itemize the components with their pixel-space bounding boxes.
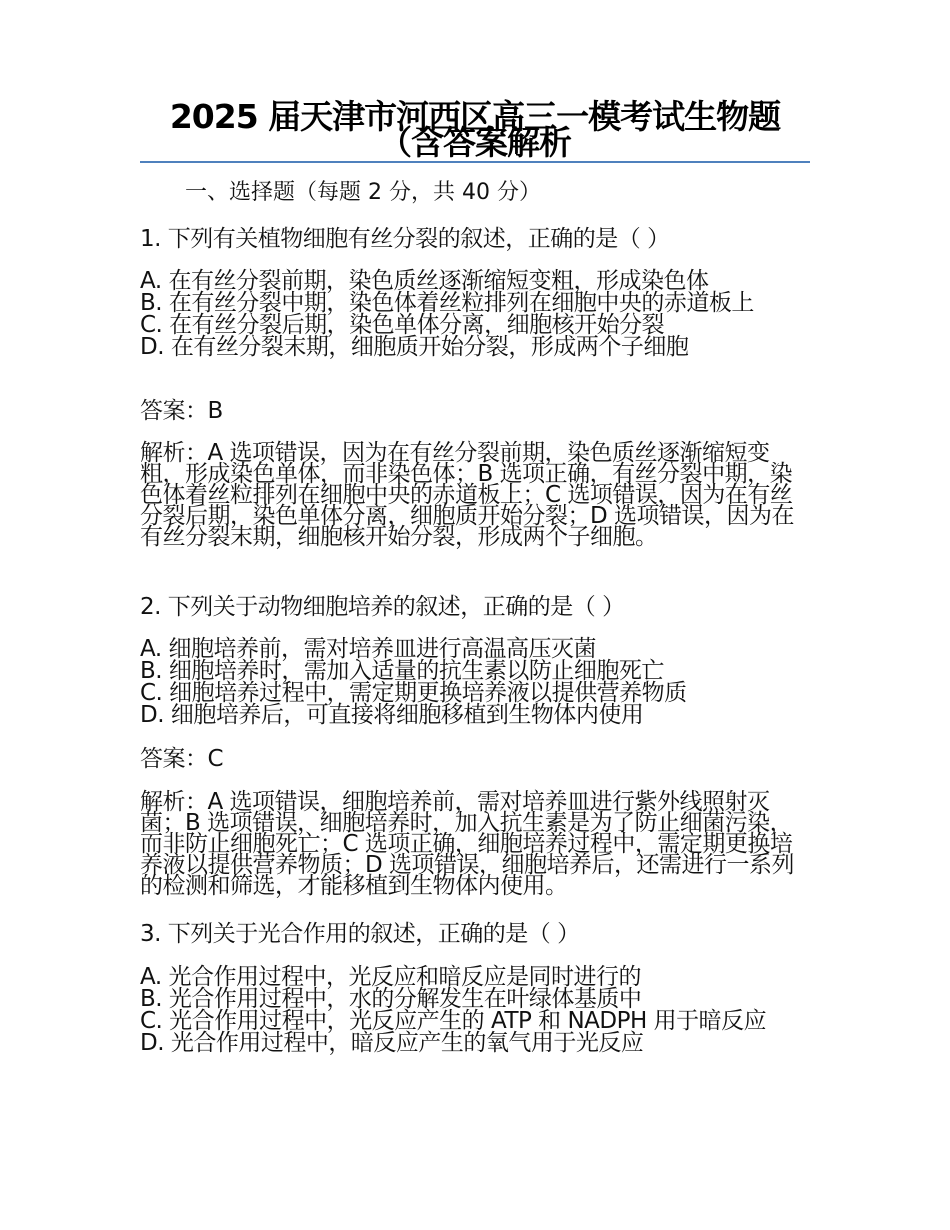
option-b: B. 在有丝分裂中期，染色体着丝粒排列在细胞中央的赤道板上 (140, 290, 754, 316)
section-heading: 一、选择题（每题 2 分，共 40 分） (185, 180, 541, 205)
option-d: D. 光合作用过程中，暗反应产生的氧气用于光反应 (140, 1030, 644, 1056)
question-3-stem (140, 919, 812, 949)
question-stem: 1. 下列有关植物细胞有丝分裂的叙述，正确的是（ ） (140, 226, 670, 252)
question-1-options (140, 270, 812, 358)
question-2-options (140, 638, 812, 726)
option-c: C. 光合作用过程中，光反应产生的 ATP 和 NADPH 用于暗反应 (140, 1008, 767, 1034)
question-1-explanation: 解析：A 选项错误，因为在有丝分裂前期，染色质丝逐渐缩短变粗，形成染色单体，而非染色体；B 选项正确，有丝分裂中期，染色体着丝粒排列在细胞中央的赤道板上；C 选项错误，因为在有丝分裂后期，染色单体分离，细胞质开始分裂；D 选项错误，因为在有丝分裂末期，细胞核开始分裂，形成两个子细胞。 (140, 440, 795, 550)
option-a: A. 光合作用过程中，光反应和暗反应是同时进行的 (140, 964, 641, 990)
question-stem: 2. 下列关于动物细胞培养的叙述，正确的是（ ） (140, 594, 625, 620)
option-b: B. 光合作用过程中，水的分解发生在叶绿体基质中 (140, 986, 642, 1012)
question-stem: 3. 下列关于光合作用的叙述，正确的是（ ） (140, 921, 580, 947)
question-2-explanation: 解析：A 选项错误，细胞培养前，需对培养皿进行紫外线照射灭菌；B 选项错误，细胞培养时，加入抗生素是为了防止细菌污染，而非防止细胞死亡；C 选项正确，细胞培养过程中，需定期更换培养液以提供营养物质；D 选项错误，细胞培养后，还需进行一系列的检测和筛选，才能移植到生物体内使用。 (140, 789, 795, 899)
document-title: 2025 届天津市河西区高三一模考试生物题（含答案解析 (169, 97, 781, 162)
question-3-options (140, 966, 812, 1054)
question-1-answer: 答案：B (140, 398, 223, 424)
title-divider (140, 161, 810, 163)
option-b: B. 细胞培养时，需加入适量的抗生素以防止细胞死亡 (140, 658, 664, 684)
option-d: D. 在有丝分裂末期，细胞质开始分裂，形成两个子细胞 (140, 334, 689, 360)
option-d: D. 细胞培养后，可直接将细胞移植到生物体内使用 (140, 702, 644, 728)
option-c: C. 在有丝分裂后期，染色单体分离，细胞核开始分裂 (140, 312, 665, 338)
question-2-answer: 答案：C (140, 746, 224, 772)
option-a: A. 细胞培养前，需对培养皿进行高温高压灭菌 (140, 636, 596, 662)
option-a: A. 在有丝分裂前期，染色质丝逐渐缩短变粗，形成染色体 (140, 268, 709, 294)
option-c: C. 细胞培养过程中，需定期更换培养液以提供营养物质 (140, 680, 687, 706)
question-2-stem (140, 592, 812, 622)
question-1-stem (140, 224, 812, 254)
